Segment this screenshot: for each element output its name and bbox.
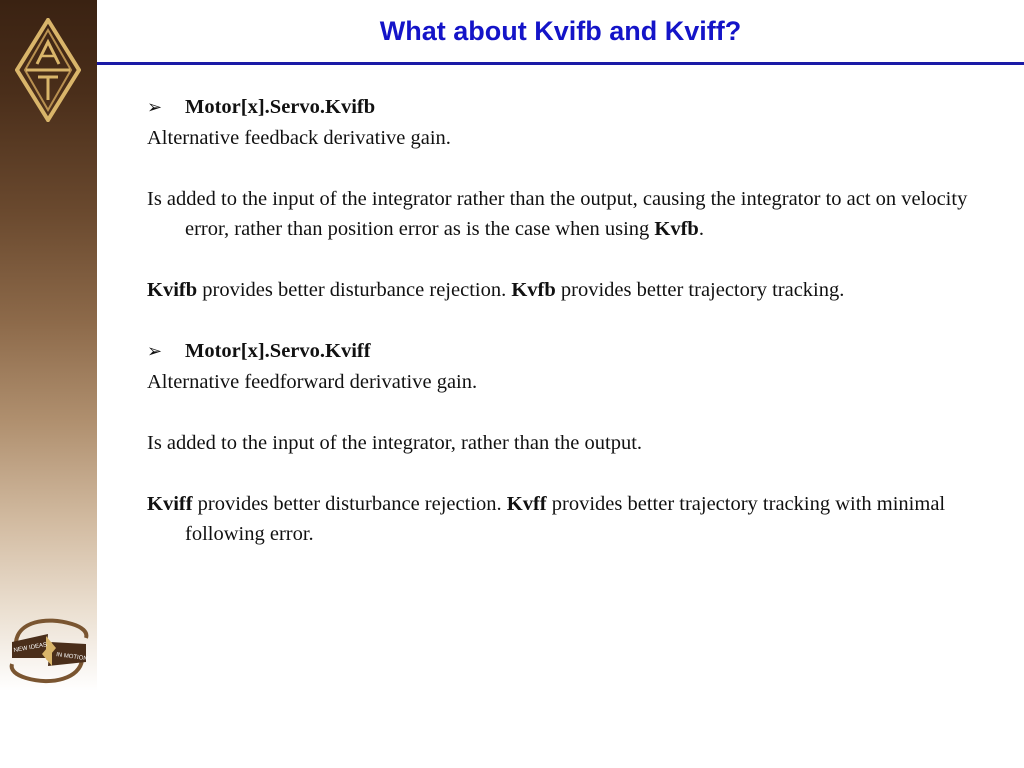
spacer [147,397,997,428]
spacer [147,153,997,184]
title-divider [97,62,1024,65]
spacer [147,458,997,489]
heading-text: Motor[x].Servo.Kviff [185,340,371,362]
logo-text-left: NEW IDEAS [13,642,48,654]
arrow-bullet-icon: ➢ [147,341,163,361]
heading-text: Motor[x].Servo.Kvifb [185,96,376,118]
slide-title: What about Kvifb and Kviff? [379,15,742,46]
spacer [147,245,997,276]
para-bold: Kvfb [654,218,699,240]
bullet-heading-kvifb [147,92,997,123]
slide-content [147,92,997,550]
new-ideas-in-motion-logo-icon [6,612,92,690]
paragraph-kviff-comparison [147,489,997,550]
paragraph-kvifb-comparison [147,275,997,306]
paragraph-kvifb-description [147,184,997,245]
para-bold: Kvifb [147,279,198,301]
logo-text-right: IN MOTION [55,652,88,663]
para-bold: Kviff [147,492,193,515]
subtitle-kviff: Alternative feedforward derivative gain. [147,370,478,393]
sidebar-gradient [0,0,97,768]
diamond-logo-icon [15,18,81,122]
para-text: provides better disturbance rejection. [197,279,512,301]
para-text: provides better disturbance rejection. [192,492,507,515]
spacer [147,306,997,337]
paragraph-kviff-description: Is added to the input of the integrator, rather than the output. [147,431,643,454]
bullet-heading-kviff [147,336,997,367]
subtitle-kvifb: Alternative feedback derivative gain. [147,126,451,149]
para-text: provides better trajectory tracking. [555,279,845,301]
para-end: . [698,218,704,240]
para-text: provides better trajectory tracking with minimal following error. [185,492,946,545]
para-bold: Kvfb [511,279,556,301]
arrow-bullet-icon: ➢ [147,97,163,117]
para-bold: Kvff [506,492,547,515]
para-text: Is added to the input of the integrator rather than the output, causing the integrator to act on velocity error, rather than position error as is the case when using [147,187,968,240]
